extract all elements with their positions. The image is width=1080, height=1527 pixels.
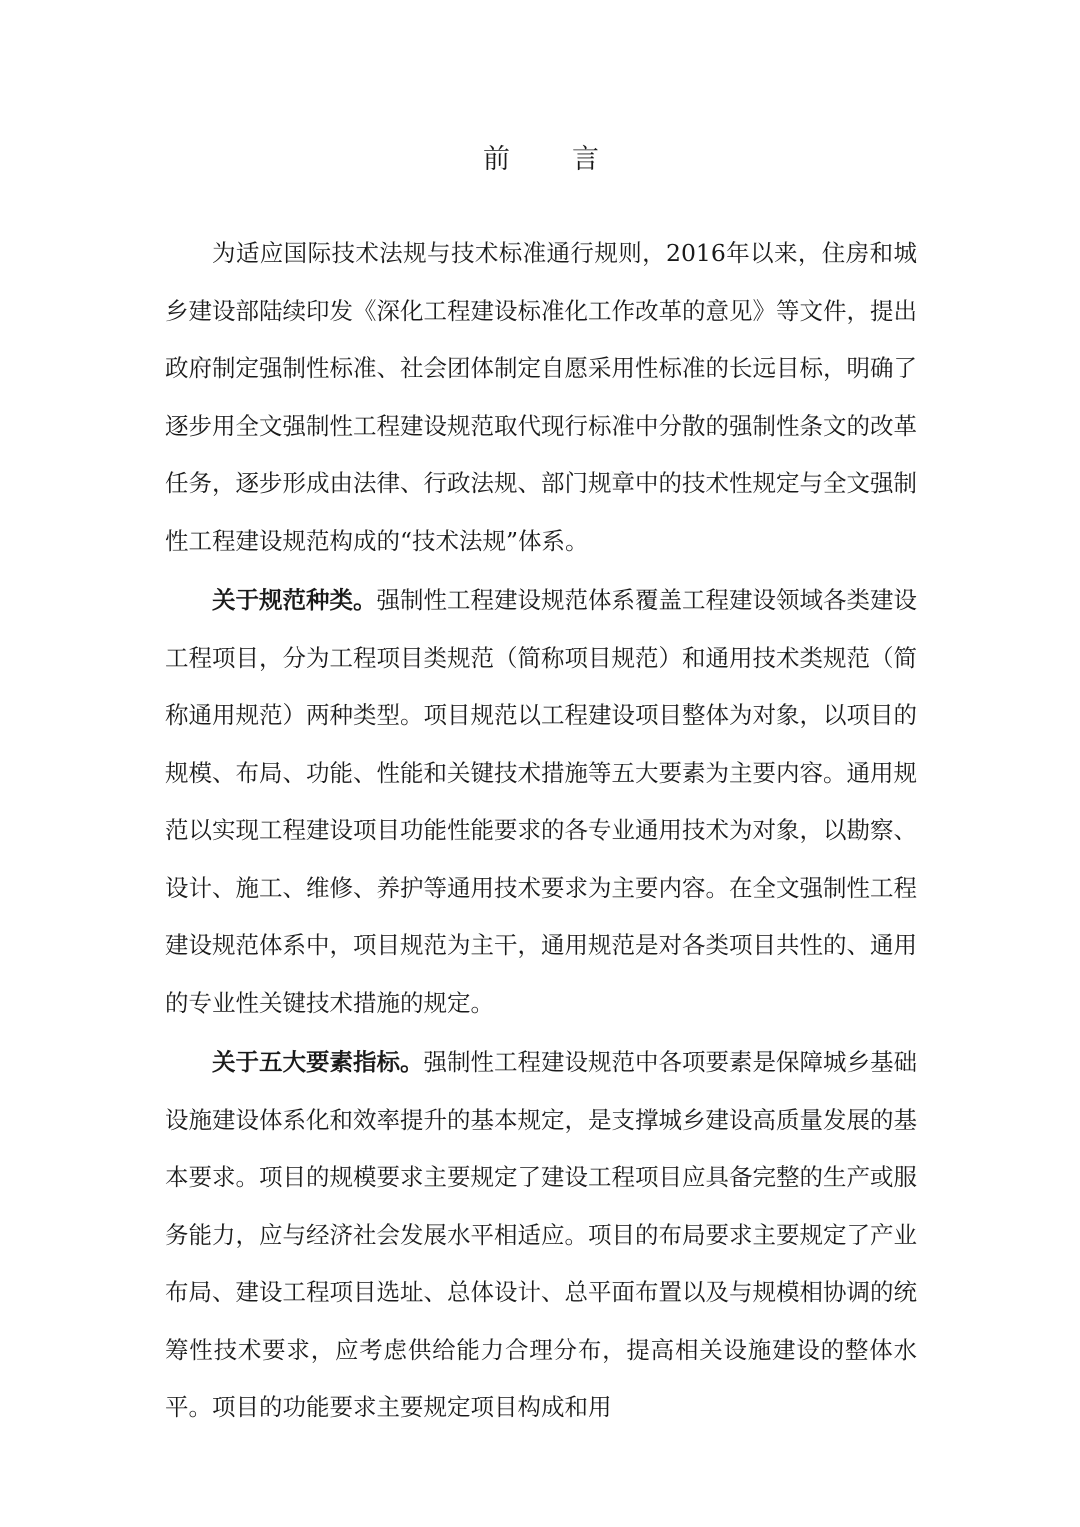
paragraph-text: 强制性工程建设规范体系覆盖工程建设领域各类建设工程项目，分为工程项目类规范（简称项目规范）和通用技术类规范（简称通用规范）两种类型。项目规范以工程建设项目整体为对象，以项目的规模、布局、功能、性能和关键技术措施等五大要素为主要内容。通用规范以实现工程建设项目功能性能要求的各专业通用技术为对象，以勘察、设计、施工、维修、养护等通用技术要求为主要内容。在全文强制性工程建设规范体系中，项目规范为主干，通用规范是对各类项目共性的、通用的专业性关键技术措施的规定。 <box>165 586 917 1017</box>
title-char-1: 前 <box>483 144 510 175</box>
paragraph-intro <box>165 225 917 570</box>
paragraph-text: 为适应国际技术法规与技术标准通行规则，2016年以来，住房和城乡建设部陆续印发《深化工程建设标准化工作改革的意见》等文件，提出政府制定强制性标准、社会团体制定自愿采用性标准的长远目标，明确了逐步用全文强制性工程建设规范取代现行标准中分散的强制性条文的改革任务，逐步形成由法律、行政法规、部门规章中的技术性规定与全文强制性工程建设规范构成的“技术法规”体系。 <box>165 239 917 555</box>
page-title <box>165 140 917 180</box>
paragraph-five-elements <box>165 1034 917 1437</box>
paragraph-lead: 关于五大要素指标。 <box>212 1048 424 1076</box>
paragraph-lead: 关于规范种类。 <box>212 586 377 614</box>
paragraph-text: 强制性工程建设规范中各项要素是保障城乡基础设施建设体系化和效率提升的基本规定，是支撑城乡建设高质量发展的基本要求。项目的规模要求主要规定了建设工程项目应具备完整的生产或服务能力，应与经济社会发展水平相适应。项目的布局要求主要规定了产业布局、建设工程项目选址、总体设计、总平面布置以及与规模相协调的统筹性技术要求，应考虑供给能力合理分布，提高相关设施建设的整体水平。项目的功能要求主要规定项目构成和用 <box>165 1048 917 1421</box>
title-char-2: 言 <box>572 144 599 175</box>
body-text <box>165 225 917 1437</box>
paragraph-spec-types <box>165 572 917 1032</box>
